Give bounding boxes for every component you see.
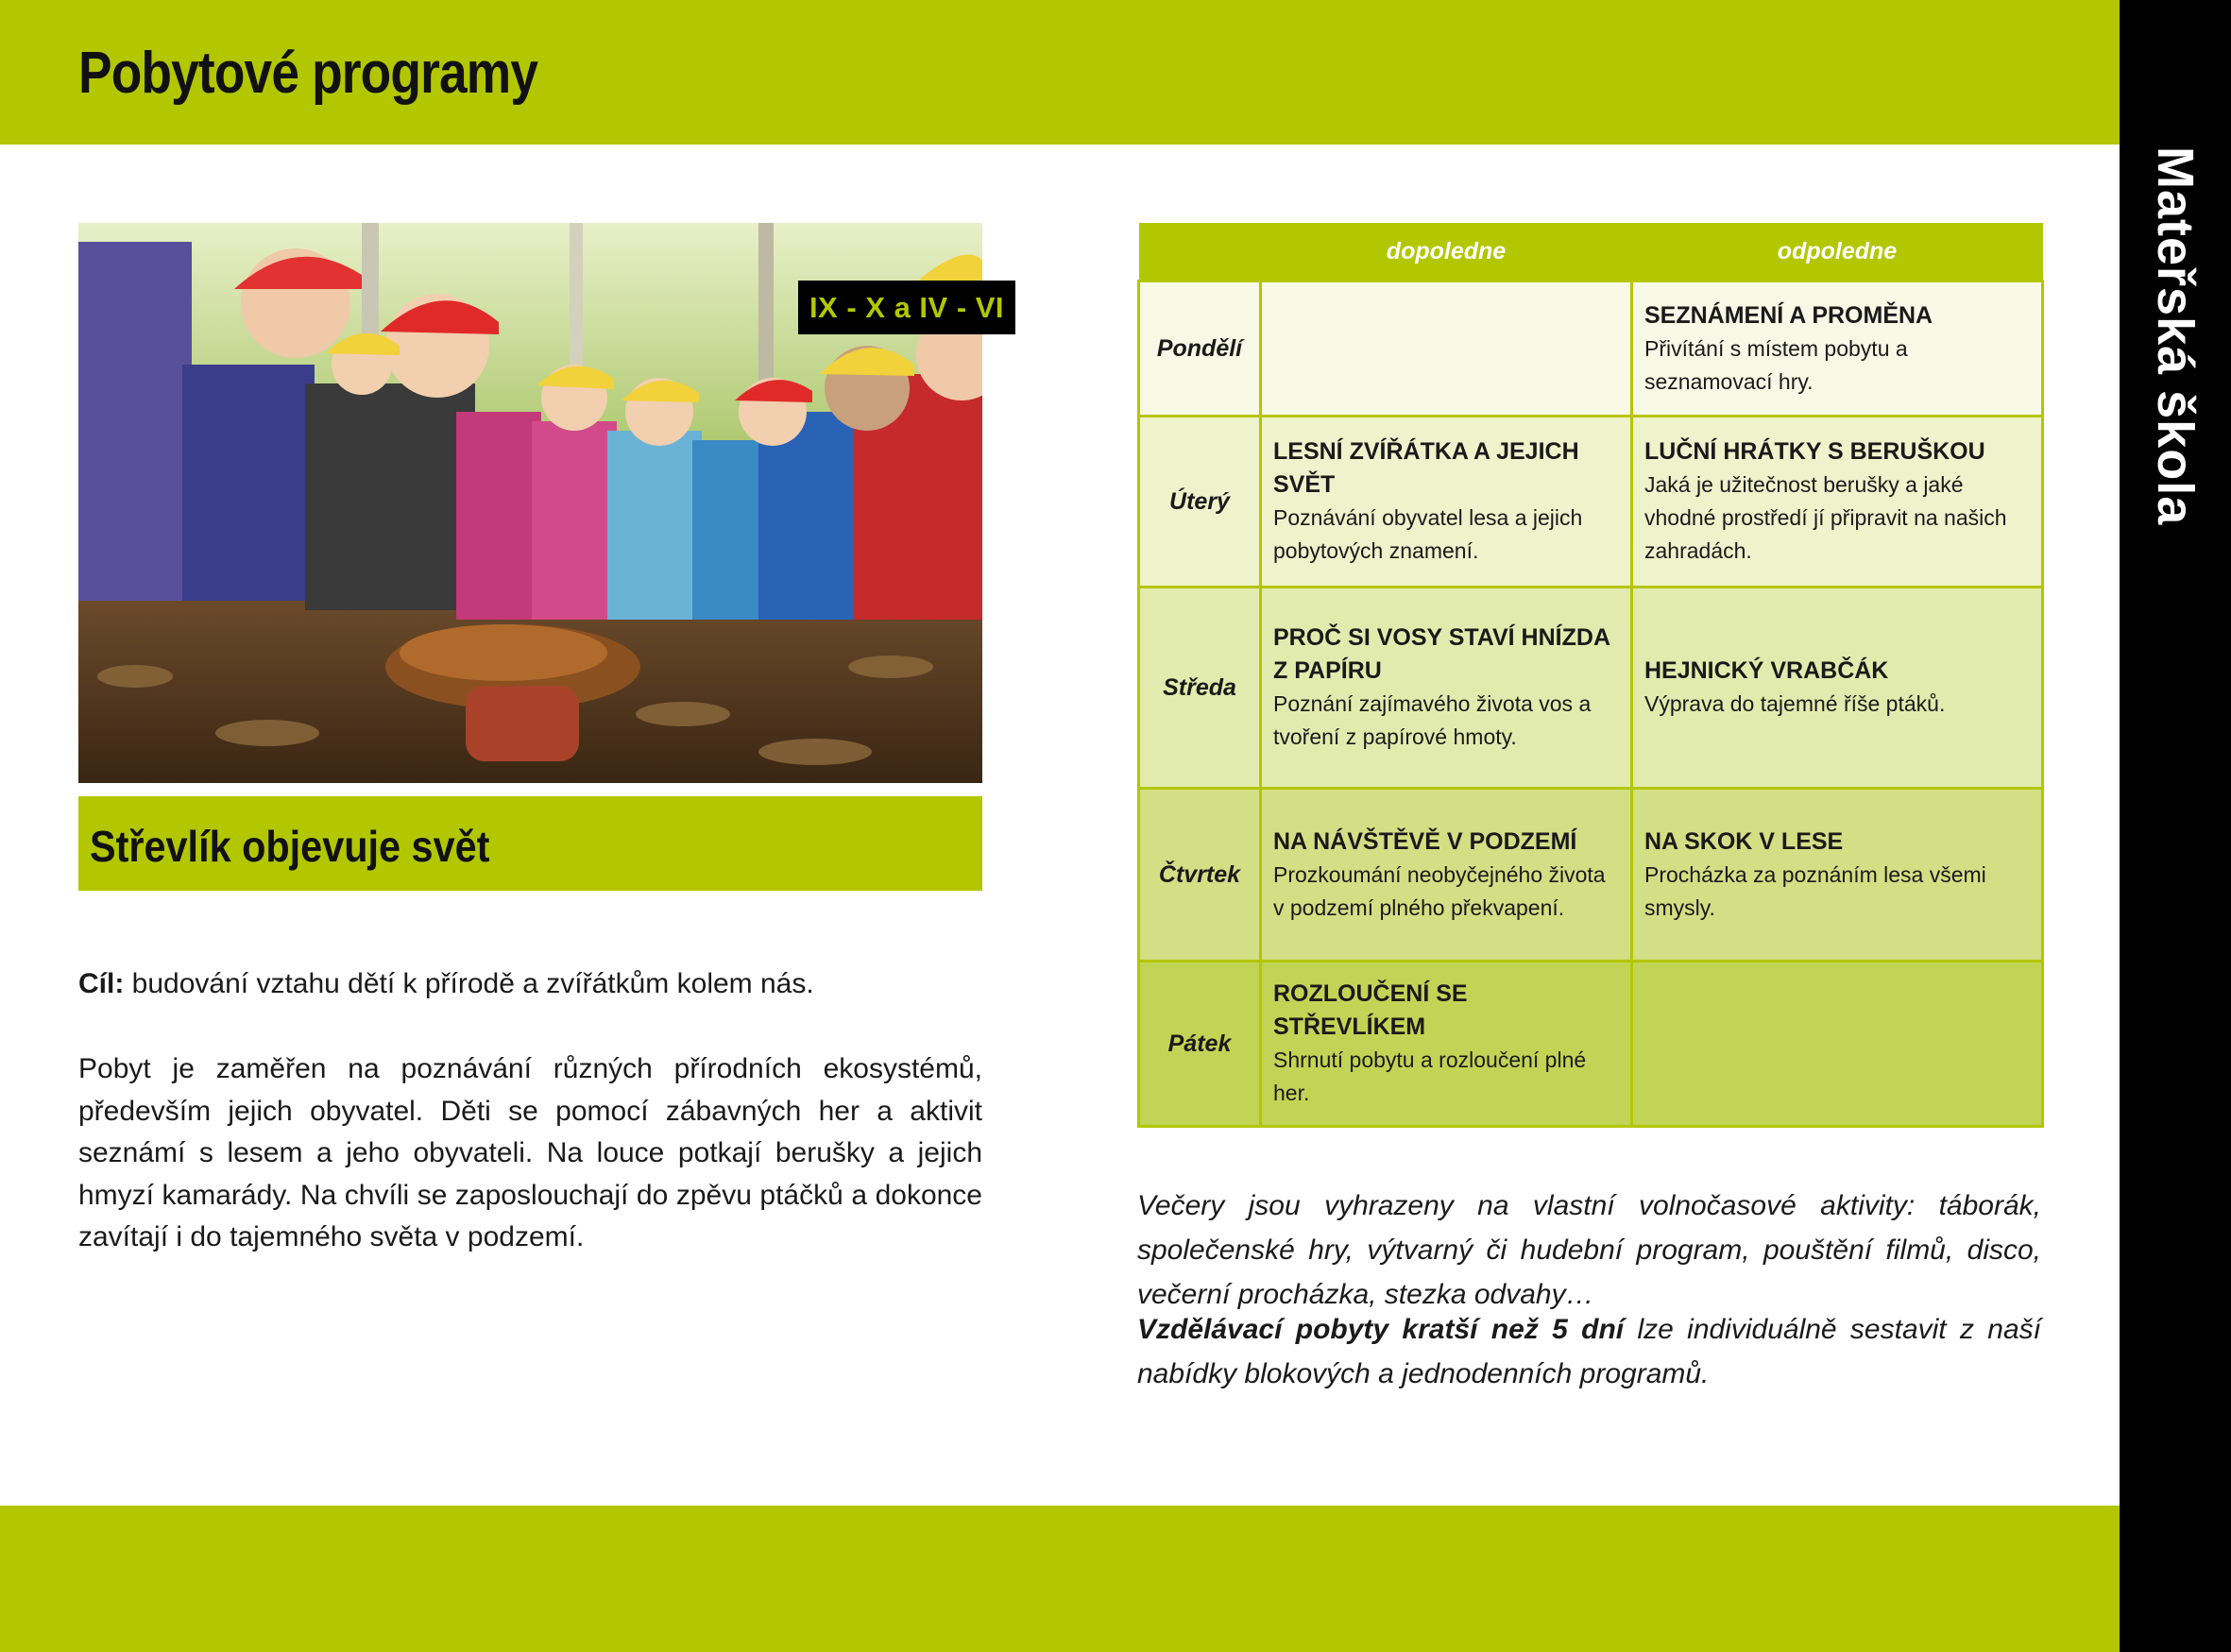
activity-title: PROČ SI VOSY STAVÍ HNÍZDA Z PAPÍRU [1273,624,1610,684]
header-morning: dopoledne [1261,223,1632,281]
activity-desc: Prozkoumání neobyčejného života v podzemí plného překvapení. [1273,861,1606,920]
program-goal [78,963,982,1005]
activity-title: NA NÁVŠTĚVĚ V PODZEMÍ [1273,827,1577,855]
day-cell: Úterý [1139,417,1261,588]
activity-desc: Přivítání s místem pobytu a seznamovací hry. [1644,335,1908,394]
schedule-row [1139,281,2043,417]
activity-title: LESNÍ ZVÍŘÁTKA A JEJICH SVĚT [1273,438,1579,498]
program-title-band [78,796,982,891]
short-stays-note [1137,1307,2041,1396]
activity-desc: Poznání zajímavého života vos a tvoření z papírové hmoty. [1273,691,1592,749]
morning-cell [1261,281,1632,417]
activity-title: ROZLOUČENÍ SE STŘEVLÍKEM [1273,980,1468,1040]
schedule-row [1139,789,2043,962]
activity-title: LUČNÍ HRÁTKY S BERUŠKOU [1644,438,1985,465]
header-day [1139,223,1261,281]
evenings-note: Večery jsou vyhrazeny na vlastní volnočasové aktivity: táborák, společenské hry, výtvarný či hudební program, pouštění filmů, disco, večerní procházka, stezka odvahy… [1137,1190,2041,1310]
activity-title: HEJNICKÝ VRABČÁK [1644,657,1889,684]
activity-desc: Jaká je užitečnost berušky a jaké vhodné prostředí jí připravit na našich zahradách. [1644,472,2007,563]
schedule-header-row [1139,223,2043,281]
short-stays-bold: Vzdělávací pobyty kratší než 5 dní [1137,1314,1625,1345]
schedule-row [1139,588,2043,789]
program-title: Střevlík objevuje svět [90,822,490,871]
day-cell: Čtvrtek [1139,789,1261,962]
schedule-row [1139,417,2043,588]
afternoon-cell [1632,417,2043,588]
goal-label: Cíl: [78,968,125,999]
header-afternoon: odpoledne [1632,223,2043,281]
afternoon-cell [1632,588,2043,789]
morning-cell [1261,962,1632,1127]
season-badge: IX - X a IV - VI [798,281,1015,334]
activity-desc: Poznávání obyvatel lesa a jejich pobytových znamení. [1273,505,1583,563]
morning-cell [1261,417,1632,588]
activity-desc: Výprava do tajemné říše ptáků. [1644,691,1946,716]
activity-desc: Procházka za poznáním lesa všemi smysly. [1644,861,1986,920]
morning-cell [1261,789,1632,962]
program-description: Pobyt je zaměřen na poznávání různých přírodních ekosystémů, především jejich obyvatel. Děti se pomocí zábavných her a aktivit seznámí s lesem a jeho obyvateli. Na louce potkají berušky a jejich hmyzí kamarády. Na chvíli se zaposlouchají do zpěvu ptáčků a dokonce zavítají i do tajemného světa v podzemí. [78,1053,982,1252]
morning-cell [1261,588,1632,789]
sidebar-label: Mateřská škola [2147,146,2204,526]
activity-title: SEZNÁMENÍ A PROMĚNA [1644,301,1933,329]
short-stays-text: lze individuálně sestavit z naší nabídky blokových a jednodenních programů. [1137,1314,2041,1389]
schedule-row [1139,962,2043,1127]
afternoon-cell [1632,962,2043,1127]
day-cell: Pátek [1139,962,1261,1127]
day-cell: Středa [1139,588,1261,789]
footer-band [0,1506,2120,1652]
afternoon-cell [1632,789,2043,962]
page-title: Pobytové programy [78,41,538,106]
activity-title: NA SKOK V LESE [1644,827,1844,855]
schedule-table [1137,223,2044,1128]
afternoon-cell [1632,281,2043,417]
activity-desc: Shrnutí pobytu a rozloučení plné her. [1273,1047,1587,1105]
goal-text: budování vztahu dětí k přírodě a zvířátkům kolem nás. [124,968,814,999]
day-cell: Pondělí [1139,281,1261,417]
